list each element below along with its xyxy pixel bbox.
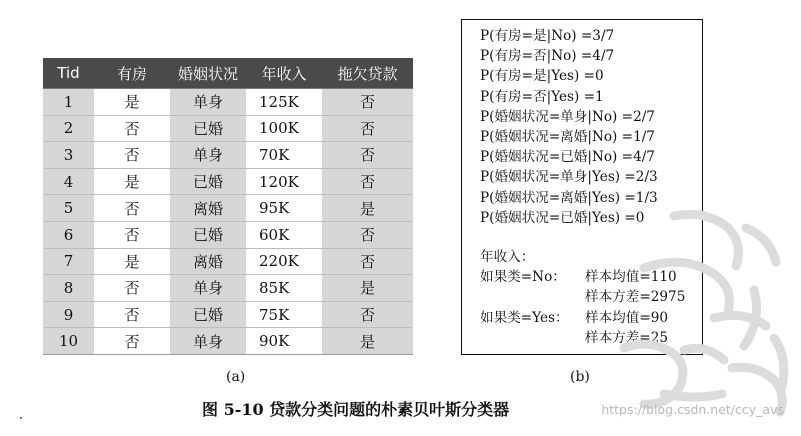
cell-default-loan: 否: [322, 248, 413, 275]
cell-has-house: 否: [94, 115, 170, 142]
probability-line: P(婚姻状况=已婚|Yes) =0: [480, 209, 645, 226]
income-stat-value: 样本均值=90: [585, 309, 669, 326]
cell-annual-income: 220K: [246, 248, 322, 275]
income-stat-value: 样本方差=2975: [585, 289, 686, 306]
cell-annual-income: 100K: [246, 115, 322, 142]
cell-has-house: 否: [94, 221, 170, 248]
table-row: [43, 221, 413, 248]
income-stat-value: 样本均值=110: [585, 269, 677, 286]
cell-tid: 10: [43, 328, 94, 355]
cell-marital-status: 单身: [170, 275, 246, 302]
cell-default-loan: 否: [322, 115, 413, 142]
figure-caption: 图 5-10 贷款分类问题的朴素贝叶斯分类器: [202, 400, 510, 419]
cell-marital-status: 已婚: [170, 115, 246, 142]
cell-marital-status: 单身: [170, 89, 246, 116]
seal-stamp-watermark: [604, 198, 801, 428]
cell-default-loan: 是: [322, 328, 413, 355]
probability-line: P(有房=否|No) =4/7: [480, 48, 615, 65]
income-class-label: 如果类=Yes：: [480, 309, 569, 326]
cell-annual-income: 70K: [246, 142, 322, 169]
header-has-house: 有房: [94, 58, 170, 89]
cell-annual-income: 120K: [246, 168, 322, 195]
probability-line: P(婚姻状况=已婚|No) =4/7: [480, 149, 655, 166]
cell-default-loan: 否: [322, 89, 413, 116]
probability-line: P(有房=是|No) =3/7: [480, 28, 615, 44]
cell-tid: 9: [43, 301, 94, 328]
cell-tid: 5: [43, 195, 94, 222]
table-header-row: [43, 58, 413, 89]
header-annual-income: 年收入: [246, 58, 322, 89]
probability-line: P(有房=是|Yes) =0: [480, 68, 604, 85]
cell-default-loan: 否: [322, 168, 413, 195]
table-row: [43, 195, 413, 222]
table-row: [43, 328, 413, 355]
cell-has-house: 是: [94, 168, 170, 195]
probability-line: P(有房=否|Yes) =1: [480, 88, 604, 105]
cell-default-loan: 是: [322, 275, 413, 302]
subfigure-label-a: (a): [226, 369, 246, 385]
cell-marital-status: 单身: [170, 142, 246, 169]
cell-annual-income: 90K: [246, 328, 322, 355]
cell-default-loan: 否: [322, 301, 413, 328]
table-row: [43, 115, 413, 142]
cell-marital-status: 已婚: [170, 301, 246, 328]
table-row: [43, 142, 413, 169]
cell-tid: 8: [43, 275, 94, 302]
cell-has-house: 否: [94, 301, 170, 328]
probability-line: P(婚姻状况=单身|Yes) =2/3: [480, 169, 658, 186]
header-tid: Tid: [43, 58, 94, 89]
cell-tid: 6: [43, 221, 94, 248]
url-watermark: https://blog.csdn.net/ccy_avs: [601, 402, 784, 417]
cell-annual-income: 75K: [246, 301, 322, 328]
cell-marital-status: 已婚: [170, 221, 246, 248]
table-row: [43, 248, 413, 275]
income-stat-value: 样本方差=25: [585, 329, 669, 346]
cell-default-loan: 否: [322, 221, 413, 248]
cell-tid: 1: [43, 89, 94, 116]
cell-marital-status: 离婚: [170, 248, 246, 275]
table-row: [43, 301, 413, 328]
subfigure-label-b: (b): [570, 369, 590, 385]
cell-annual-income: 95K: [246, 195, 322, 222]
cell-annual-income: 85K: [246, 275, 322, 302]
cell-annual-income: 125K: [246, 89, 322, 116]
cell-has-house: 是: [94, 89, 170, 116]
cell-has-house: 是: [94, 248, 170, 275]
header-marital-status: 婚姻状况: [170, 58, 246, 89]
cell-default-loan: 是: [322, 195, 413, 222]
cell-has-house: 否: [94, 142, 170, 169]
cell-marital-status: 已婚: [170, 168, 246, 195]
cell-has-house: 否: [94, 275, 170, 302]
cell-marital-status: 离婚: [170, 195, 246, 222]
probability-line: P(婚姻状况=单身|No) =2/7: [480, 108, 655, 125]
probability-line: P(婚姻状况=离婚|Yes) =1/3: [480, 189, 658, 206]
cell-default-loan: 否: [322, 142, 413, 169]
cell-tid: 3: [43, 142, 94, 169]
income-title: 年收入：: [480, 249, 535, 266]
table-row: [43, 168, 413, 195]
cell-tid: 4: [43, 168, 94, 195]
cell-marital-status: 单身: [170, 328, 246, 355]
table-row: [43, 275, 413, 302]
cell-tid: 2: [43, 115, 94, 142]
cell-annual-income: 60K: [246, 221, 322, 248]
income-class-label: 如果类=No：: [480, 269, 566, 286]
cell-has-house: 否: [94, 195, 170, 222]
probability-line: P(婚姻状况=离婚|No) =1/7: [480, 129, 655, 146]
table-row: [43, 89, 413, 116]
header-default-loan: 拖欠贷款: [322, 58, 413, 89]
cell-has-house: 否: [94, 328, 170, 355]
training-data-table: [43, 58, 413, 355]
cell-tid: 7: [43, 248, 94, 275]
